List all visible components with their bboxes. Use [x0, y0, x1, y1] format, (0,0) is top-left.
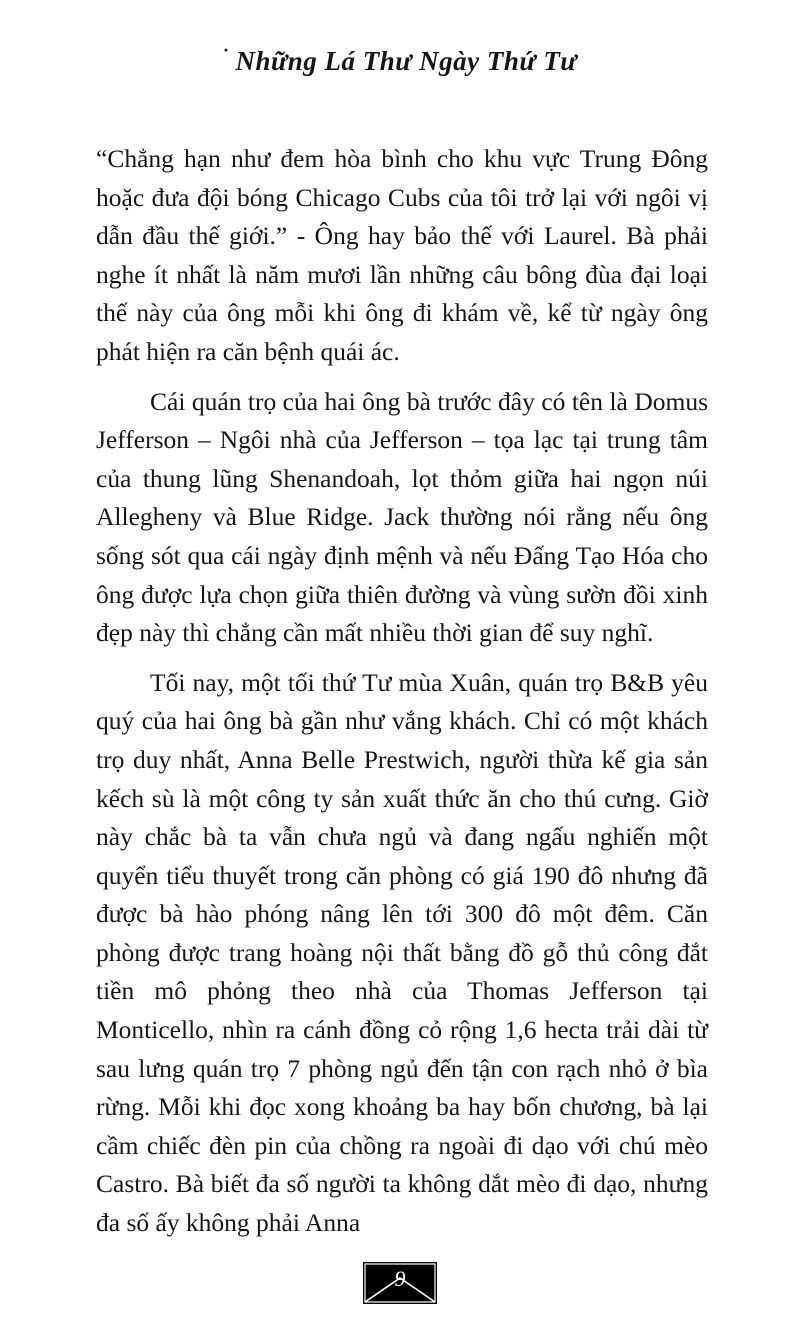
paragraph-2: Cái quán trọ của hai ông bà trước đây có tên là Domus Jefferson – Ngôi nhà của Jefferson – tọa lạc tại trung tâm của thung lũng Shenandoah, lọt thỏm giữa hai ngọn núi Allegheny và Blue Ridge. Jack thường nói rằng nếu ông sống sót qua cái ngày định mệnh và nếu Đấng Tạo Hóa cho ông được lựa chọn giữa thiên đường và vùng sườn đồi xinh đẹp này thì chẳng cần mất nhiều thời gian để suy nghĩ.: [96, 386, 708, 648]
page-body-text: [96, 140, 708, 1254]
page-number: 9: [394, 1266, 406, 1291]
page-footer: [0, 1262, 800, 1304]
paragraph-1: “Chẳng hạn như đem hòa bình cho khu vực Trung Đông hoặc đưa đội bóng Chicago Cubs của tôi trở lại với ngôi vị dẫn đầu thế giới.” - Ông hay bảo thế với Laurel. Bà phải nghe ít nhất là năm mươi lần những câu bông đùa đại loại thế này của ông mỗi khi ông đi khám về, kể từ ngày ông phát hiện ra căn bệnh quái ác.: [96, 144, 708, 366]
book-title: Những Lá Thư Ngày Thứ Tư: [235, 46, 577, 76]
header-dot-mark: ·: [223, 40, 230, 60]
paragraph-3: Tối nay, một tối thứ Tư mùa Xuân, quán trọ B&B yêu quý của hai ông bà gần như vắng khách. Chỉ có một khách trọ duy nhất, Anna Belle Prestwich, người thừa kế gia sản kếch sù là một công ty sản xuất thức ăn cho thú cưng. Giờ này chắc bà ta vẫn chưa ngủ và đang ngấu nghiến một quyển tiểu thuyết trong căn phòng có giá 190 đô nhưng đã được bà hào phóng nâng lên tới 300 đô một đêm. Căn phòng được trang hoàng nội thất bằng đồ gỗ thủ công đắt tiền mô phỏng theo nhà của Thomas Jefferson tại Monticello, nhìn ra cánh đồng cỏ rộng 1,6 hecta trải dài từ sau lưng quán trọ 7 phòng ngủ đến tận con rạch nhỏ ở bìa rừng. Mỗi khi đọc xong khoảng ba hay bốn chương, bà lại cầm chiếc đèn pin của chồng ra ngoài đi dạo với chú mèo Castro. Bà biết đa số người ta không dắt mèo đi dạo, nhưng đa số ấy không phải Anna: [96, 667, 708, 1238]
running-head: [0, 40, 800, 77]
envelope-icon: [363, 1262, 437, 1304]
